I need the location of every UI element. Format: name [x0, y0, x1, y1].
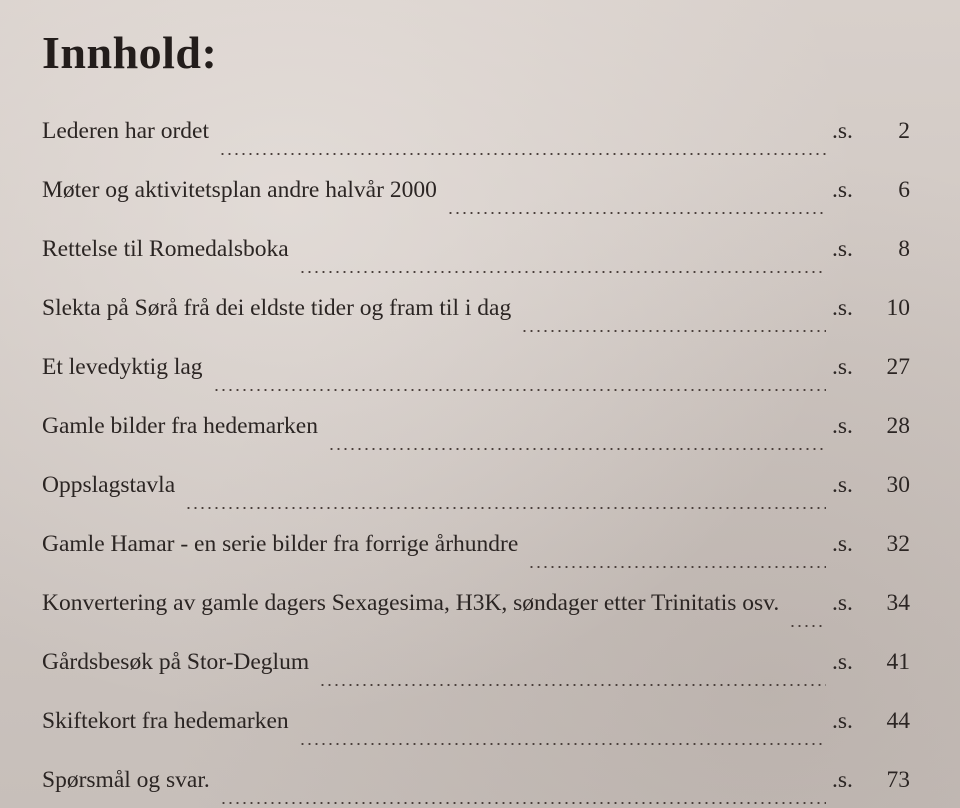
dot-leader	[220, 802, 826, 804]
toc-entry	[42, 645, 910, 704]
toc-page-number: 34	[886, 590, 910, 616]
page-prefix: .s.	[832, 118, 853, 144]
dot-leader	[213, 389, 826, 391]
page-prefix: .s.	[832, 295, 853, 321]
page-prefix: .s.	[832, 767, 853, 793]
page-prefix: .s.	[832, 472, 853, 498]
page-prefix: .s.	[832, 590, 853, 616]
toc-entry	[42, 409, 910, 468]
toc-entry-title: Gamle bilder fra hedemarken	[42, 413, 318, 439]
dot-leader	[299, 271, 826, 273]
page-prefix: .s.	[832, 708, 853, 734]
dot-leader	[299, 743, 826, 745]
toc-entry	[42, 527, 910, 586]
toc-entry	[42, 232, 910, 291]
dot-leader	[185, 507, 826, 509]
page-prefix: .s.	[832, 236, 853, 262]
toc-page-number: 32	[886, 531, 910, 557]
toc-page-ref	[832, 232, 910, 266]
dot-leader	[789, 625, 826, 627]
toc-entry-title: Skiftekort fra hedemarken	[42, 708, 289, 734]
toc-page-number: 8	[898, 236, 910, 262]
toc-entry-title: Slekta på Sørå frå dei eldste tider og fram til i dag	[42, 295, 512, 321]
toc-page-number: 73	[886, 767, 910, 793]
dot-leader	[328, 448, 826, 450]
table-of-contents	[42, 114, 910, 808]
toc-page-number: 10	[886, 295, 910, 321]
toc-page-ref	[832, 468, 910, 502]
toc-entry-title: Konvertering av gamle dagers Sexagesima, H3K, søndager etter Trinitatis osv.	[42, 590, 780, 616]
toc-page-ref	[832, 173, 910, 207]
toc-entry-title: Lederen har ordet	[42, 118, 210, 144]
toc-heading: Innhold:	[42, 27, 218, 78]
toc-page-number: 28	[886, 413, 910, 439]
toc-page-ref	[832, 291, 910, 325]
page-prefix: .s.	[832, 649, 853, 675]
toc-page-number: 41	[886, 649, 910, 675]
toc-entry	[42, 114, 910, 173]
toc-entry	[42, 763, 910, 808]
dot-leader	[521, 330, 826, 332]
toc-entry-title: Møter og aktivitetsplan andre halvår 2000	[42, 177, 437, 203]
toc-entry	[42, 291, 910, 350]
toc-entry	[42, 586, 910, 645]
toc-page-number: 2	[898, 118, 910, 144]
toc-page-ref	[832, 409, 910, 443]
toc-entry-title: Gamle Hamar - en serie bilder fra forrige århundre	[42, 531, 519, 557]
toc-page-ref	[832, 527, 910, 561]
page-prefix: .s.	[832, 354, 853, 380]
toc-page-number: 44	[886, 708, 910, 734]
toc-entry-title: Et levedyktig lag	[42, 354, 203, 380]
toc-page-number: 30	[886, 472, 910, 498]
toc-page-ref	[832, 645, 910, 679]
toc-entry-title: Rettelse til Romedalsboka	[42, 236, 289, 262]
dot-leader	[319, 684, 826, 686]
toc-entry-title: Spørsmål og svar.	[42, 767, 210, 793]
toc-page-ref	[832, 763, 910, 797]
toc-entry	[42, 704, 910, 763]
toc-entry	[42, 350, 910, 409]
page-prefix: .s.	[832, 177, 853, 203]
dot-leader	[219, 153, 826, 155]
toc-entry-title: Oppslagstavla	[42, 472, 176, 498]
toc-page-ref	[832, 114, 910, 148]
toc-page-ref	[832, 704, 910, 738]
page-prefix: .s.	[832, 413, 853, 439]
toc-page-ref	[832, 350, 910, 384]
dot-leader	[447, 212, 826, 214]
toc-entry	[42, 468, 910, 527]
dot-leader	[528, 566, 826, 568]
page-prefix: .s.	[832, 531, 853, 557]
toc-entry	[42, 173, 910, 232]
toc-page-number: 6	[898, 177, 910, 203]
toc-page-number: 27	[886, 354, 910, 380]
toc-entry-title: Gårdsbesøk på Stor-Deglum	[42, 649, 310, 675]
toc-page-ref	[832, 586, 910, 620]
